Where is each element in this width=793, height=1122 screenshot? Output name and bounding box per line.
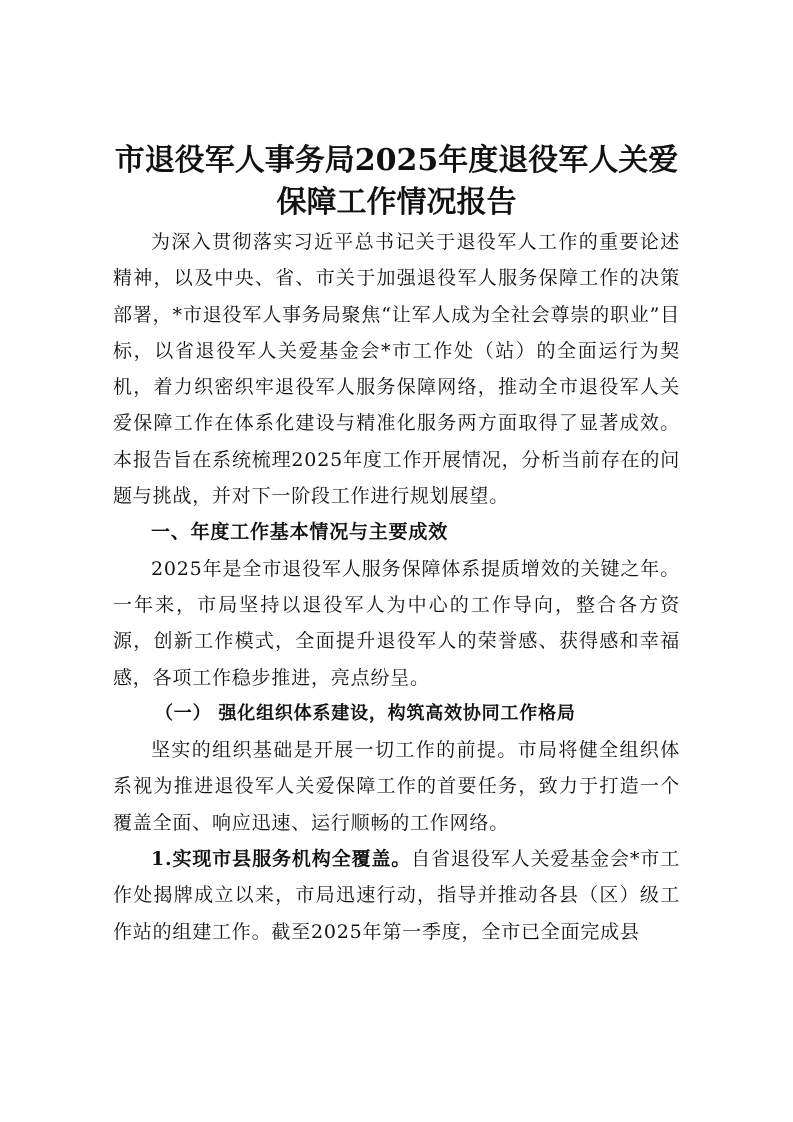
item-1-lead: 1.实现市县服务机构全覆盖。 (151, 848, 412, 871)
item-1-text: 自省退役军人关爱基金会*市工作处揭牌成立以来，市局迅速行动，指导并推动各县（区）级工作站的组建工作。截至2025年第一季度，全市已全面完成县 (113, 848, 680, 943)
section-heading-1: 一、年度工作基本情况与主要成效 (151, 521, 449, 544)
subsection-heading-1: （一） 强化组织体系建设，构筑高效协同工作格局 (155, 702, 576, 724)
intro-paragraph: 为深入贯彻落实习近平总书记关于退役军人工作的重要论述精神，以及中央、省、市关于加强退役军人服务保障工作的决策部署，*市退役军人事务局聚焦“让军人成为全社会尊崇的职业”目标，以省退役军人关爱基金会*市工作处（站）的全面运行为契机，着力织密织牢退役军人服务保障网络，推动全市退役军人关爱保障工作在体系化建设与精准化服务两方面取得了显著成效。本报告旨在系统梳理2025年度工作开展情况，分析当前存在的问题与挑战，并对下一阶段工作进行规划展望。 (113, 231, 680, 508)
section-1-paragraph: 2025年是全市退役军人服务保障体系提质增效的关键之年。一年来，市局坚持以退役军人为中心的工作导向，整合各方资源，创新工作模式，全面提升退役军人的荣誉感、获得感和幸福感，各项工作稳步推进，亮点纷呈。 (113, 557, 680, 689)
subsection-1-paragraph: 坚实的组织基础是开展一切工作的前提。市局将健全组织体系视为推进退役军人关爱保障工作的首要任务，致力于打造一个覆盖全面、响应迅速、运行顺畅的工作网络。 (113, 739, 680, 834)
item-1-paragraph (113, 841, 680, 950)
document-title: 市退役军人事务局2025年度退役军人关爱保障工作情况报告 (114, 143, 679, 220)
document-body (113, 140, 680, 950)
